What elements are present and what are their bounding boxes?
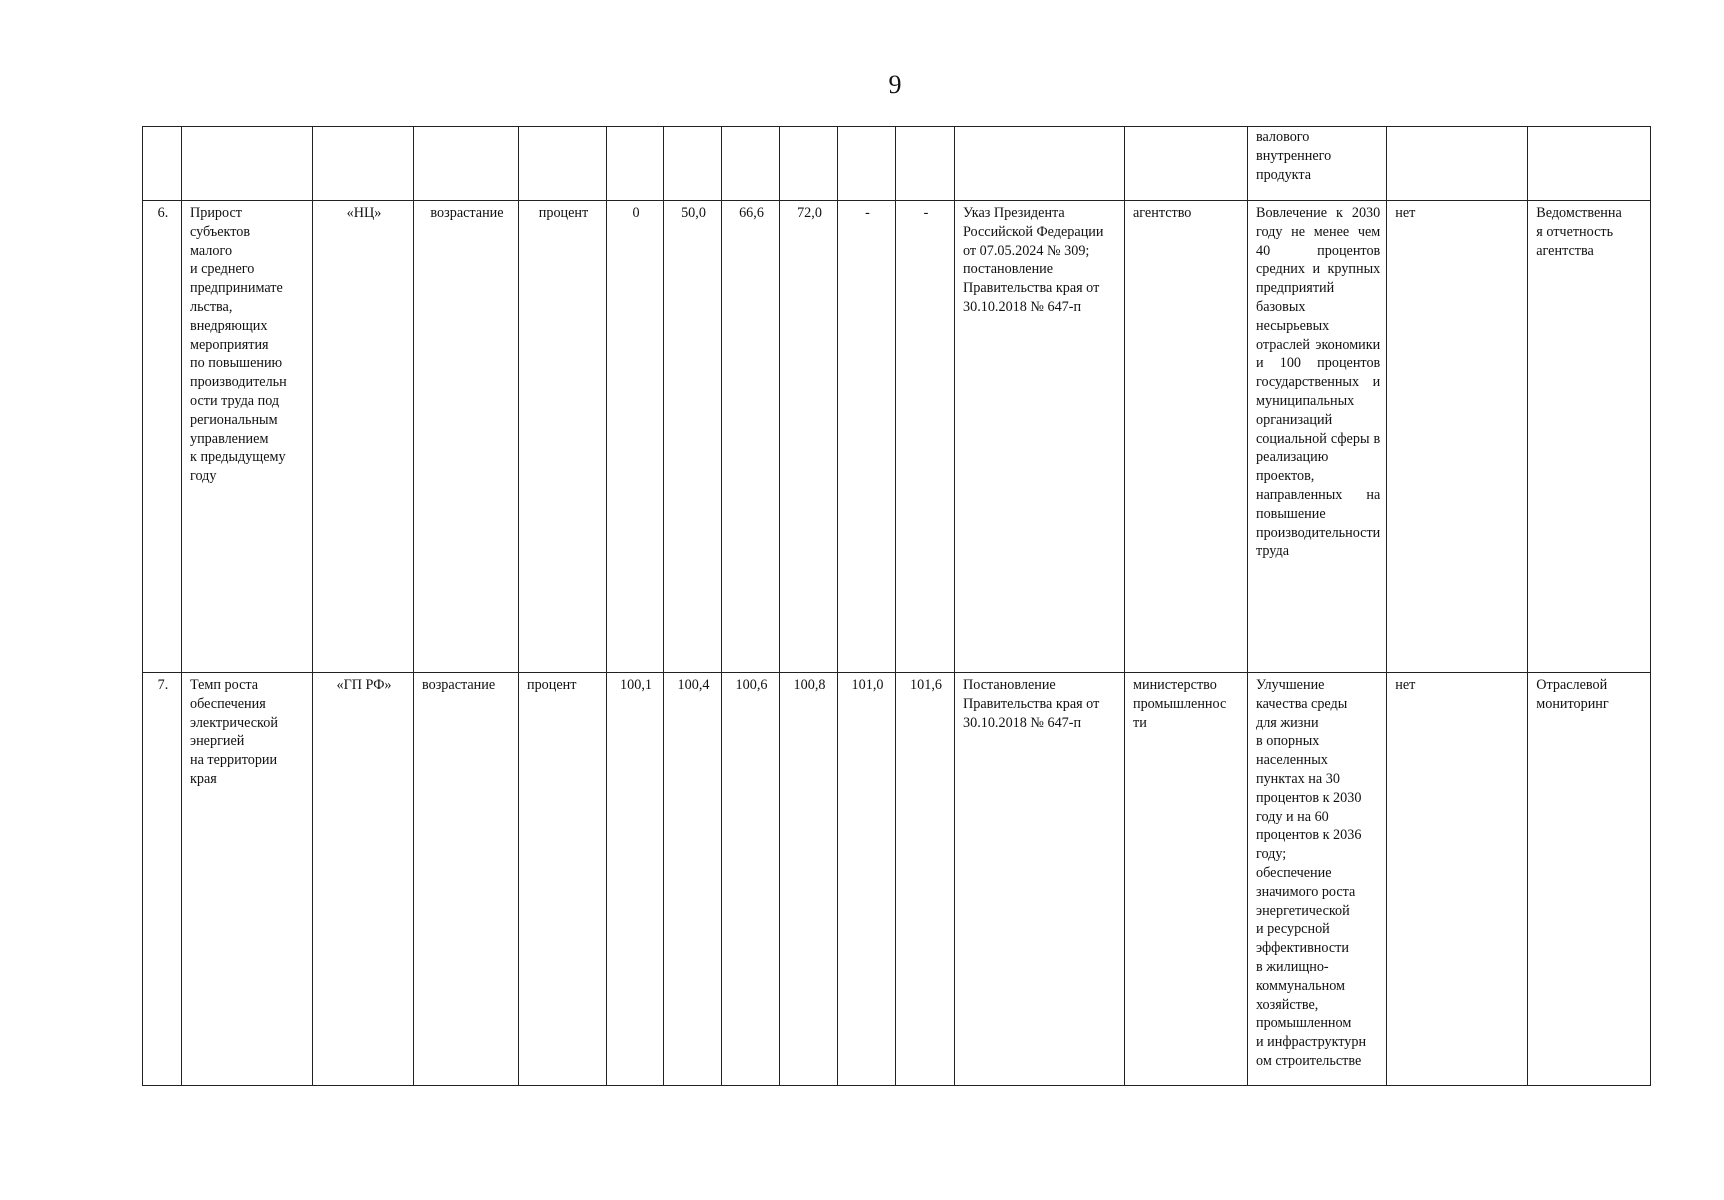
responsible-body: агентство [1125, 201, 1248, 673]
indicator-trend: возрастание [414, 201, 519, 673]
indicators-table [142, 126, 1651, 1086]
indicator-unit: процент [519, 201, 607, 673]
cell-value [607, 127, 664, 201]
indicator-name: Темп роста обеспечения электрической энергией на территории края [182, 673, 313, 1086]
row-number: 7. [143, 673, 182, 1086]
indicator-trend: возрастание [414, 673, 519, 1086]
indicator-level: «ГП РФ» [313, 673, 414, 1086]
cell-level [313, 127, 414, 201]
row-number: 6. [143, 201, 182, 673]
continuation-row [143, 127, 1651, 201]
cell-trend [414, 127, 519, 201]
indicator-unit: процент [519, 673, 607, 1086]
value-3: 66,6 [722, 201, 780, 673]
cell-name [182, 127, 313, 201]
indicator-name: Прирост субъектов малого и среднего предпринимате льства, внедряющих мероприятия по повышению производительн ости труда под региональным управлением к предыдущему году [182, 201, 313, 673]
indicator-level: «НЦ» [313, 201, 414, 673]
cell-responsible [1125, 127, 1248, 201]
cell-document [955, 127, 1125, 201]
value-2: 50,0 [664, 201, 722, 673]
legal-document: Указ Президента Российской Федерации от 07.05.2024 № 309; постановление Правительства края от 30.10.2018 № 647-п [955, 201, 1125, 673]
value-5: - [838, 201, 896, 673]
table-row [143, 673, 1651, 1086]
table-row [143, 201, 1651, 673]
cell-unit [519, 127, 607, 201]
value-2: 100,4 [664, 673, 722, 1086]
value-4: 100,8 [780, 673, 838, 1086]
cell-link [1387, 127, 1528, 201]
value-4: 72,0 [780, 201, 838, 673]
data-source: Отраслевой мониторинг [1528, 673, 1651, 1086]
data-source: Ведомственна я отчетность агентства [1528, 201, 1651, 673]
cell-value [780, 127, 838, 201]
national-goal: Улучшение качества среды для жизни в опорных населенных пунктах на 30 процентов к 2030 году и на 60 процентов к 2036 году; обеспечение значимого роста энергетической и ресурсной эффективности в жилищно- коммунальном хозяйстве, промышленном и инфраструктурн ом строительстве [1248, 673, 1387, 1086]
cell-value [896, 127, 955, 201]
cell-value [838, 127, 896, 201]
responsible-body: министерство промышленнос ти [1125, 673, 1248, 1086]
cell-value [664, 127, 722, 201]
legal-document: Постановление Правительства края от 30.10.2018 № 647-п [955, 673, 1125, 1086]
value-6: 101,6 [896, 673, 955, 1086]
link-flag: нет [1387, 673, 1528, 1086]
national-goal: Вовлечение к 2030 году не менее чем 40 процентов средних и крупных предприятий базовых несырьевых отраслей экономики и 100 процентов государственных и муниципальных организаций социальной сферы в реализацию проектов, направленных на повышение производительности труда [1248, 201, 1387, 673]
value-1: 0 [607, 201, 664, 673]
cell-value [722, 127, 780, 201]
value-3: 100,6 [722, 673, 780, 1086]
cell-goal-fragment: валового внутреннего продукта [1248, 127, 1387, 201]
cell-num [143, 127, 182, 201]
cell-source [1528, 127, 1651, 201]
value-6: - [896, 201, 955, 673]
value-5: 101,0 [838, 673, 896, 1086]
page-number: 9 [888, 70, 902, 99]
value-1: 100,1 [607, 673, 664, 1086]
link-flag: нет [1387, 201, 1528, 673]
